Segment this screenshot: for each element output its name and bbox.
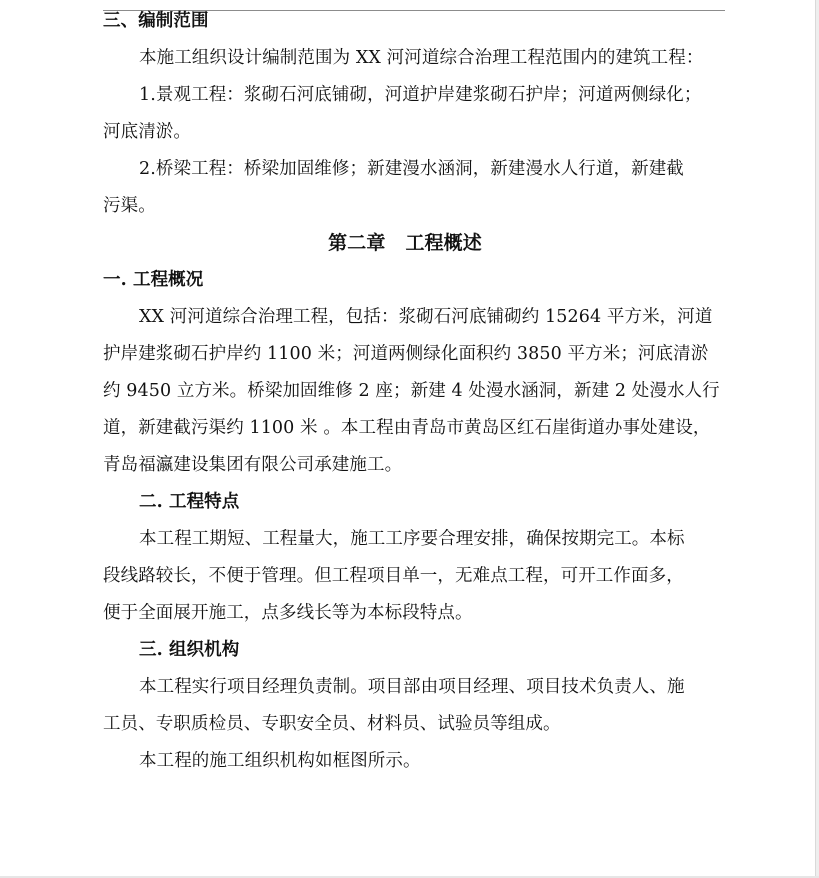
overview-line: 护岸建浆砌石护岸约 1100 米；河道两侧绿化面积约 3850 平方米；河底清淤 <box>103 344 709 364</box>
overview-line: 青岛福瀛建设集团有限公司承建施工。 <box>103 455 403 475</box>
organization-line: 本工程实行项目经理负责制。项目部由项目经理、项目技术负责人、施 <box>139 677 685 697</box>
overview-line: XX 河河道综合治理工程，包括：浆砌石河底铺砌约 15264 平方米，河道 <box>139 307 713 327</box>
section-heading-overview: 一. 工程概况 <box>103 270 204 290</box>
scope-item-bridge-cont: 污渠。 <box>103 196 156 216</box>
overview-line: 道，新建截污渠约 1100 米 。本工程由青岛市黄岛区红石崖街道办事处建设， <box>103 418 711 438</box>
chapter-title <box>103 225 725 262</box>
page-content <box>103 3 725 780</box>
organization-line: 工员、专职质检员、专职安全员、材料员、试验员等组成。 <box>103 714 561 734</box>
section-heading-organization: 三. 组织机构 <box>139 640 240 660</box>
scope-item-landscape: 1.景观工程：浆砌石河底铺砌，河道护岸建浆砌石护岸；河道两侧绿化； <box>139 85 702 105</box>
section-heading-features: 二. 工程特点 <box>139 492 240 512</box>
organization-line: 本工程的施工组织机构如框图所示。 <box>139 751 421 771</box>
section-heading-scope: 三、编制范围 <box>103 11 209 31</box>
features-line: 便于全面展开施工，点多线长等为本标段特点。 <box>103 603 473 623</box>
chapter-number: 第二章 <box>328 232 386 254</box>
chapter-name: 工程概述 <box>405 232 482 254</box>
scope-intro: 本施工组织设计编制范围为 XX 河河道综合治理工程范围内的建筑工程： <box>139 48 704 68</box>
features-line: 本工程工期短、工程量大，施工工序要合理安排，确保按期完工。本标 <box>139 529 685 549</box>
scope-item-bridge: 2.桥梁工程：桥梁加固维修；新建漫水涵洞，新建漫水人行道，新建截 <box>139 159 684 179</box>
page-edge <box>815 0 819 878</box>
features-line: 段线路较长，不便于管理。但工程项目单一，无难点工程，可开工作面多， <box>103 566 684 586</box>
scope-item-landscape-cont: 河底清淤。 <box>103 122 191 142</box>
overview-line: 约 9450 立方米。桥梁加固维修 2 座；新建 4 处漫水涵洞，新建 2 处漫水人行 <box>103 381 720 401</box>
